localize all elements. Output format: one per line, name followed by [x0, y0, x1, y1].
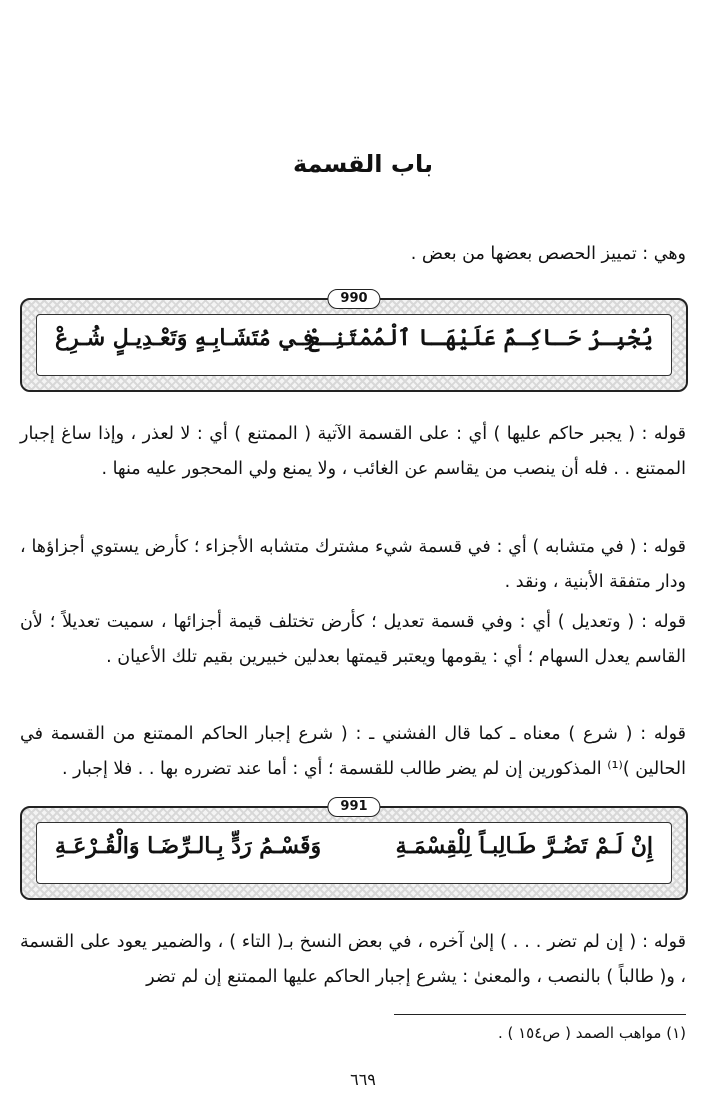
verse-box-991	[20, 799, 688, 900]
verse-frame	[36, 822, 672, 884]
verse-number: 990	[327, 289, 380, 309]
commentary-paragraph: قوله : ( شرع ) معناه ـ كما قال الفشني ـ : ( شرع إجبار الحاكم الممتنع من القسمة في الحالين )⁽¹⁾ المذكورين إن لم يضر طالب للقسمة ؛ أي : أما عند تضرره بها . . فلا إجبار .	[20, 724, 686, 779]
verse-frame	[36, 314, 672, 376]
footnote-divider	[394, 1014, 686, 1015]
commentary-paragraph: قوله : ( إن لم تضر . . . ) إلىٰ آخره ، في بعض النسخ بـ( التاء ) ، والضمير يعود على القسمة ، و( طالباً ) بالنصب ، والمعنىٰ : يشرع إجبار الحاكم عليها الممتنع إن لم تضر	[20, 932, 686, 987]
page-number: ٦٦٩	[350, 1070, 376, 1089]
verse-right-hemistich: إِنْ لَـمْ تَضُـرَّ طَـالِبـاً لِلْقِسْمَـةِ	[395, 833, 653, 859]
verse-number: 991	[327, 797, 380, 817]
commentary-paragraph: قوله : ( في متشابه ) أي : في قسمة شيء مشترك متشابه الأجزاء ؛ كأرض يستوي أجزاؤها ، ودار متفقة الأبنية ، ونقد .	[20, 537, 686, 592]
verse-left-hemistich: فِـي مُتَشَـابِـهٍ وَتَعْـدِيـلٍ شُـرِعْ	[55, 325, 314, 351]
intro-text: وهي : تمييز الحصص بعضها من بعض .	[410, 244, 686, 264]
commentary-paragraph: قوله : ( يجبر حاكم عليها ) أي : على القسمة الآتية ( الممتنع ) أي : لا لعذر ، وإذا ساغ إجبار الممتنع . . فله أن ينصب من يقاسم عن الغائب ، ولا يمنع ولي المحجور عليه منها .	[20, 424, 686, 479]
commentary-paragraph: قوله : ( وتعديل ) أي : وفي قسمة تعديل ؛ كأرض تختلف قيمة أجزائها ، سميت تعديلاً ؛ لأن القاسم يعدل السهام ؛ أي : يقومها ويعتبر قيمتها بعدلين خبيرين بقيم تلك الأعيان .	[20, 612, 686, 667]
verse-left-hemistich: وَقَسْـمُ رَدٍّ بِـالـرِّضَـا وَالْقُـرْعَـةِ	[55, 833, 322, 859]
page-title: باب القسمة	[292, 150, 434, 178]
footnote: (١) مواهب الصمد ( ص١٥٤ ) .	[497, 1024, 686, 1042]
verse-box-990	[20, 291, 688, 392]
verse-right-hemistich: يُجْبِـرُ حَـاكِـمٌ عَلَيْهَـا ٱلْمُمْتَنِـعْ	[307, 325, 653, 351]
